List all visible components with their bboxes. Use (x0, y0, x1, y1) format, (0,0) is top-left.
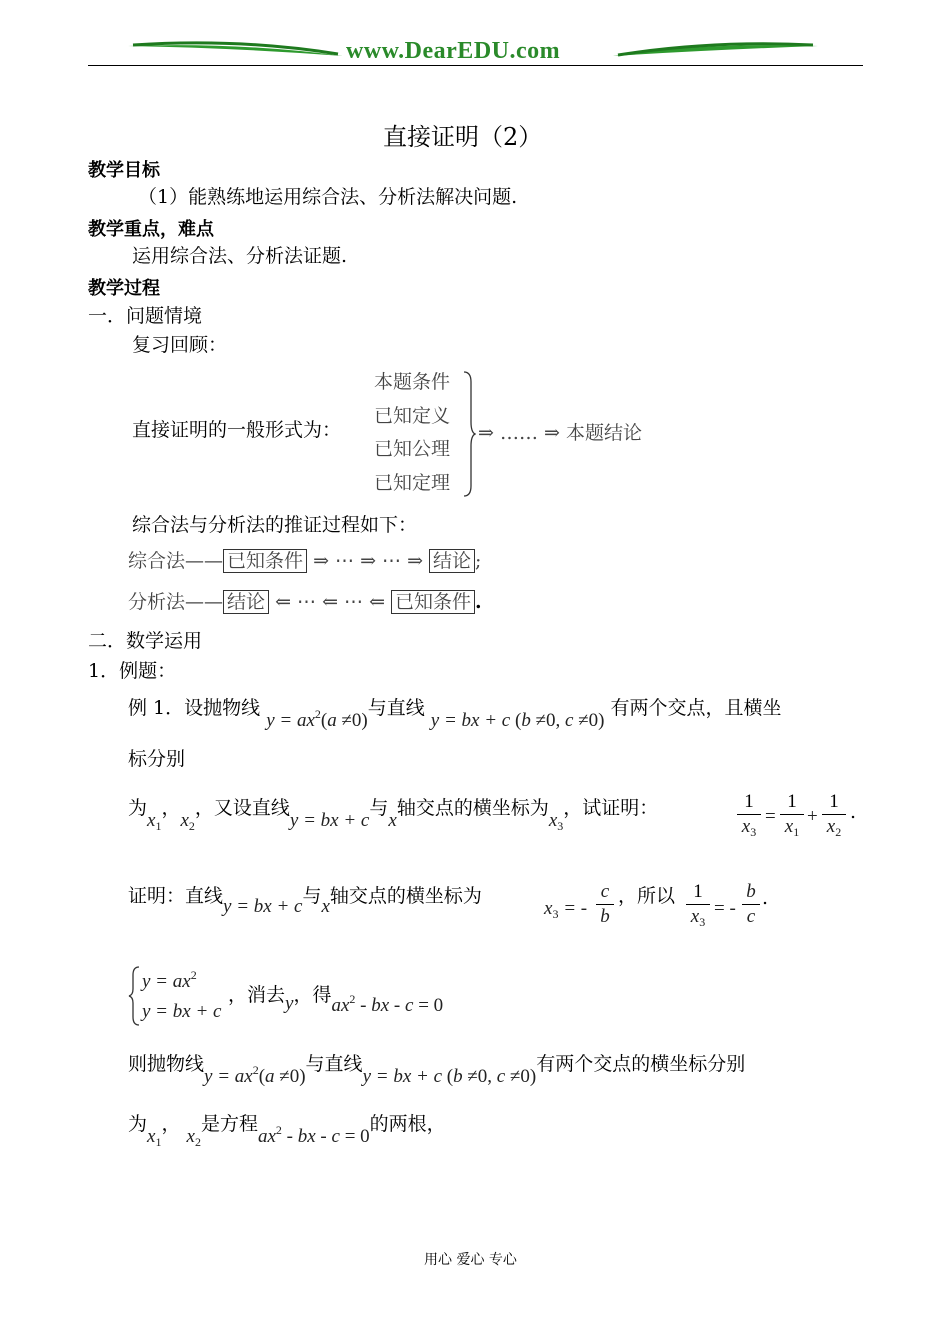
synthetic-end-box: 结论 (429, 549, 475, 573)
page-footer: 用心 爱心 专心 (424, 1252, 517, 1268)
synthetic-label: 综合法—— (128, 550, 224, 572)
proof-text: 则抛物线 (128, 1053, 205, 1075)
equals-sign: = (765, 806, 776, 827)
proof-text: 为 (128, 1113, 148, 1135)
goal-item: （1）能熟练地运用综合法、分析法解决问题. (138, 186, 518, 208)
frac-1-over-x3: 1 $x_3$ (737, 792, 761, 842)
right-brace-icon (462, 370, 476, 498)
analytic-label: 分析法—— (128, 591, 224, 613)
proof-text: 是方程 (200, 1113, 258, 1135)
proof-text-so: ，所以 (618, 885, 676, 907)
example-text: 轴交点的横坐标为 (396, 797, 549, 819)
proof-line-roots: 为$x_1$， $x_2$是方程$ax^2$ - bx - c = 0的两根， (128, 1113, 446, 1149)
general-form-label: 直接证明的一般形式为： (132, 419, 342, 441)
synthetic-punct: ; (475, 550, 482, 572)
example-1-line-3: 为$x_1$，$x_2$，又设直线y = bx + c与x轴交点的横坐标为$x_3$，试证明： (128, 797, 659, 833)
plus-sign: + (807, 806, 818, 827)
example-text: 与 (369, 797, 389, 819)
example-text: ，试证明： (563, 797, 659, 819)
frac-1-over-x3-b: 1 $x_3$ (686, 882, 710, 932)
proof-text: 与 (302, 885, 322, 907)
section-2-heading: 二．数学运用 (88, 630, 203, 652)
example-text: ，又设直线 (194, 797, 290, 819)
system-text-eliminate: ，消去y，得$ax^2$ - bx - c = 0 (228, 984, 444, 1016)
proof-text: ， (161, 1113, 181, 1135)
example-text: 有两个交点，且横坐 (610, 697, 782, 719)
condition-1: 本题条件 (374, 371, 451, 393)
system-eq-1: $y = ax^2$ (142, 968, 197, 992)
condition-2: 已知定义 (374, 405, 451, 427)
synthetic-chain: ⇒ ⋯ ⇒ ⋯ ⇒ (307, 550, 430, 572)
site-logo-text: www.DearEDU.com (346, 38, 561, 64)
analytic-chain: ⇐ ⋯ ⇐ ⋯ ⇐ (269, 591, 392, 613)
proof-text: 有两个交点的横坐标分别 (536, 1053, 746, 1075)
frac-1-over-x1: 1 $x_1$ (780, 792, 804, 842)
example-text: 例 1．设抛物线 (128, 697, 261, 719)
page-title: 直接证明（2） (383, 123, 543, 151)
math-parabola: $y = ax^2(a \ne 0)$ (266, 707, 368, 731)
proof-text: 与直线 (305, 1053, 363, 1075)
section-1-heading: 一．问题情境 (88, 305, 203, 327)
key-item: 运用综合法、分析法证题. (132, 245, 348, 267)
condition-4: 已知定理 (374, 472, 451, 494)
example-text: 为 (128, 797, 148, 819)
analytic-start-box: 结论 (223, 590, 269, 614)
frac-b-over-c: b c (742, 882, 760, 927)
frac-1-over-x2: 1 $x_2$ (822, 792, 846, 842)
math-eq-neg: = - (714, 898, 736, 919)
process-heading: 教学过程 (88, 278, 160, 299)
proof-text: 轴交点的横坐标为 (329, 885, 482, 907)
proof-text: 的两根， (369, 1113, 446, 1135)
system-eq-2: y = bx + c (142, 1001, 222, 1022)
proof-text: ，得 (293, 984, 332, 1006)
math-x3-eq: $x_3$ = - (544, 898, 588, 921)
left-brace-icon (128, 965, 140, 1027)
analytic-method-row (128, 590, 482, 614)
analytic-end-box: 已知条件 (391, 590, 475, 614)
example-1-line-1 (128, 690, 782, 731)
example-1-line-2: 标分别 (128, 748, 186, 770)
example-text: ， (161, 797, 181, 819)
period: . (762, 887, 769, 909)
math-line: y = bx + c (b ≠0, c ≠0) (430, 710, 605, 731)
goal-heading: 教学目标 (88, 160, 160, 181)
header-rule (88, 65, 863, 66)
key-heading: 教学重点，难点 (88, 219, 214, 240)
frac-c-over-b: c b (596, 882, 614, 927)
proof-line-then: 则抛物线$y = ax^2(a \ne 0)$与直线y = bx + c (b ≠0, c ≠0)有两个交点的横坐标分别 (128, 1053, 746, 1087)
period: . (850, 801, 857, 823)
review-label: 复习回顾： (132, 334, 228, 356)
methods-intro: 综合法与分析法的推证过程如下： (132, 514, 418, 536)
proof-line-1: 证明：直线y = bx + c与x轴交点的横坐标为 (128, 885, 482, 917)
synthetic-start-box: 已知条件 (223, 549, 307, 573)
condition-3: 已知公理 (374, 438, 451, 460)
synthetic-method-row (128, 549, 481, 573)
example-text: 与直线 (367, 697, 425, 719)
analytic-punct: . (475, 591, 482, 613)
general-form-tail: ⇒ …… ⇒ 本题结论 (478, 422, 642, 444)
proof-text: 证明：直线 (128, 885, 224, 907)
proof-text: ，消去 (228, 984, 286, 1006)
subsection-1-heading: 1．例题： (88, 660, 177, 682)
